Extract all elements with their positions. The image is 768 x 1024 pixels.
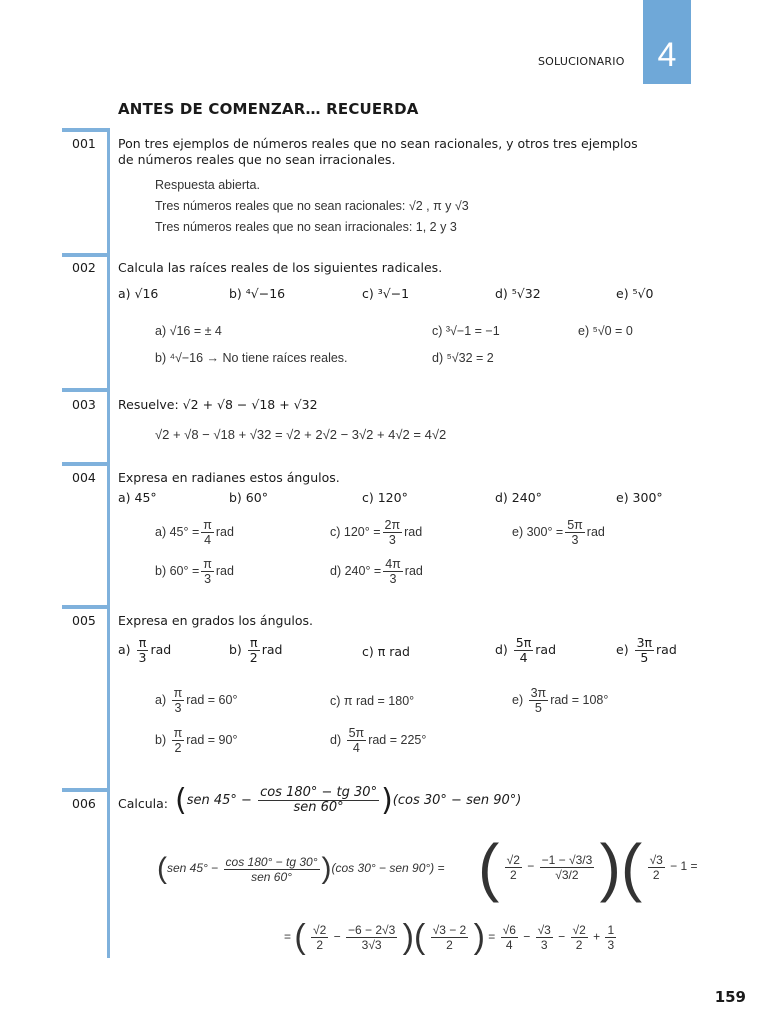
answer-a: a) 45° = $\frac{\pi}{4}$ rad bbox=[155, 518, 234, 547]
exercise-bar bbox=[62, 605, 110, 609]
answer-b: b) ⁴√−16 → No tiene raíces reales. bbox=[155, 351, 348, 365]
answer-d: d) 240° = $\frac{4\pi}{3}$ rad bbox=[330, 557, 423, 586]
question-line: Pon tres ejemplos de números reales que no sean racionales, y otros tres ejemplos bbox=[118, 136, 638, 151]
question-line: de números reales que no sean irracionales. bbox=[118, 152, 396, 167]
option-d: d) ⁵√32 bbox=[495, 286, 541, 301]
exercise-number: 004 bbox=[72, 470, 96, 485]
section-heading: ANTES DE COMENZAR… RECUERDA bbox=[118, 100, 419, 118]
option-e: e) $\frac{3\pi}{5}$ rad bbox=[616, 635, 677, 665]
exercise-bar bbox=[62, 462, 110, 466]
exercise-bar bbox=[62, 253, 110, 257]
denominator: 3 bbox=[204, 572, 212, 586]
option-a: a) $\frac{\pi}{3}$ rad bbox=[118, 635, 172, 665]
exercise-bar bbox=[62, 388, 110, 392]
answer-c: c) ³√−1 = −1 bbox=[432, 324, 500, 338]
exercise-bar bbox=[62, 128, 110, 132]
option-b: b) 60° bbox=[229, 490, 268, 505]
answer-b: b) $\frac{\pi}{2}$ rad = 90° bbox=[155, 726, 238, 755]
denominator: 4 bbox=[204, 533, 212, 547]
question-line: Expresa en radianes estos ángulos. bbox=[118, 470, 340, 485]
exercise-number: 005 bbox=[72, 613, 96, 628]
option-b: b) $\frac{\pi}{2}$ rad bbox=[229, 635, 283, 665]
chapter-tab bbox=[643, 0, 691, 84]
answer-d: d) $\frac{5\pi}{4}$ rad = 225° bbox=[330, 726, 427, 755]
solution-line-1: (sen 45° − $\frac{\cos 180^\circ - tg 30^\circ}{\text{sen 60°}}$ )(cos 30° − sen 90°) = bbox=[157, 852, 445, 885]
option-a: a) 45° bbox=[118, 490, 157, 505]
answer-line: Respuesta abierta. bbox=[155, 178, 260, 192]
numerator: 4π bbox=[385, 557, 401, 571]
solution-line-2: = ( $\frac{√2}{2}$ − $\frac{-6 - 2√3}{3√3}$ )( $\frac{√3 - 2}{2}$ ) = $\frac{√6}{4}$ − $\frac{√3}{3}$ − $\frac{√2}{2}$ + $\frac{1}{3}$ bbox=[284, 918, 615, 956]
denominator: 3 bbox=[571, 533, 579, 547]
exercise-number: 006 bbox=[72, 796, 96, 811]
denominator: 3 bbox=[389, 572, 397, 586]
answer-b: b) 60° = $\frac{\pi}{3}$ rad bbox=[155, 557, 234, 586]
option-e: e) 300° bbox=[616, 490, 663, 505]
exercise-number: 002 bbox=[72, 260, 96, 275]
option-d: d) 240° bbox=[495, 490, 542, 505]
solution-line-1-rhs: ( $\frac{√2}{2}$ − $\frac{-1 - √3/3}{√3/2}$ )( $\frac{√3}{2}$ − 1 = bbox=[478, 831, 698, 903]
answer-line: Tres números reales que no sean irracionales: 1, 2 y 3 bbox=[155, 220, 457, 234]
page-number: 159 bbox=[714, 988, 746, 1006]
exercise-number: 003 bbox=[72, 397, 96, 412]
option-c: c) ³√−1 bbox=[362, 286, 410, 301]
answer-c: c) π rad = 180° bbox=[330, 694, 415, 708]
answer-a: a) $\frac{\pi}{3}$ rad = 60° bbox=[155, 686, 238, 715]
numerator: π bbox=[203, 518, 212, 532]
question-line: Expresa en grados los ángulos. bbox=[118, 613, 313, 628]
numerator: 5π bbox=[567, 518, 583, 532]
answer-e: e) 300° = $\frac{5\pi}{3}$ rad bbox=[512, 518, 605, 547]
question-line: Calcula las raíces reales de los siguientes radicales. bbox=[118, 260, 443, 275]
option-e: e) ⁵√0 bbox=[616, 286, 654, 301]
answer-line: √2 + √8 − √18 + √32 = √2 + 2√2 − 3√2 + 4√2 = 4√2 bbox=[155, 427, 447, 442]
option-d: d) $\frac{5\pi}{4}$ rad bbox=[495, 635, 557, 665]
answer-line: Tres números reales que no sean racionales: √2 , π y √3 bbox=[155, 199, 469, 213]
numerator: 2π bbox=[384, 518, 401, 532]
question-line: Resuelve: √2 + √8 − √18 + √32 bbox=[118, 397, 318, 412]
denominator: 3 bbox=[388, 533, 396, 547]
answer-e: e) ⁵√0 = 0 bbox=[578, 324, 633, 338]
question-label: Calcula: bbox=[118, 796, 168, 811]
running-header: SOLUCIONARIO bbox=[538, 55, 625, 68]
exercise-bar bbox=[62, 788, 110, 792]
answer-c: c) 120° = $\frac{2\pi}{3}$ rad bbox=[330, 518, 423, 547]
answer-a: a) √16 = ± 4 bbox=[155, 324, 222, 338]
option-c: c) 120° bbox=[362, 490, 408, 505]
chapter-number: 4 bbox=[657, 36, 677, 74]
option-b: b) ⁴√−16 bbox=[229, 286, 286, 301]
option-a: a) √16 bbox=[118, 286, 159, 301]
numerator: π bbox=[203, 557, 212, 571]
answer-d: d) ⁵√32 = 2 bbox=[432, 351, 494, 365]
option-c: c) π rad bbox=[362, 644, 410, 659]
exercise-number: 001 bbox=[72, 136, 96, 151]
question-expression: (sen 45° − $\frac{\cos 180^\circ - tg 30^\circ}{\text{sen 60°}}$ )(cos 30° − sen 90°) bbox=[175, 783, 522, 818]
answer-e: e) $\frac{3\pi}{5}$ rad = 108° bbox=[512, 686, 609, 715]
